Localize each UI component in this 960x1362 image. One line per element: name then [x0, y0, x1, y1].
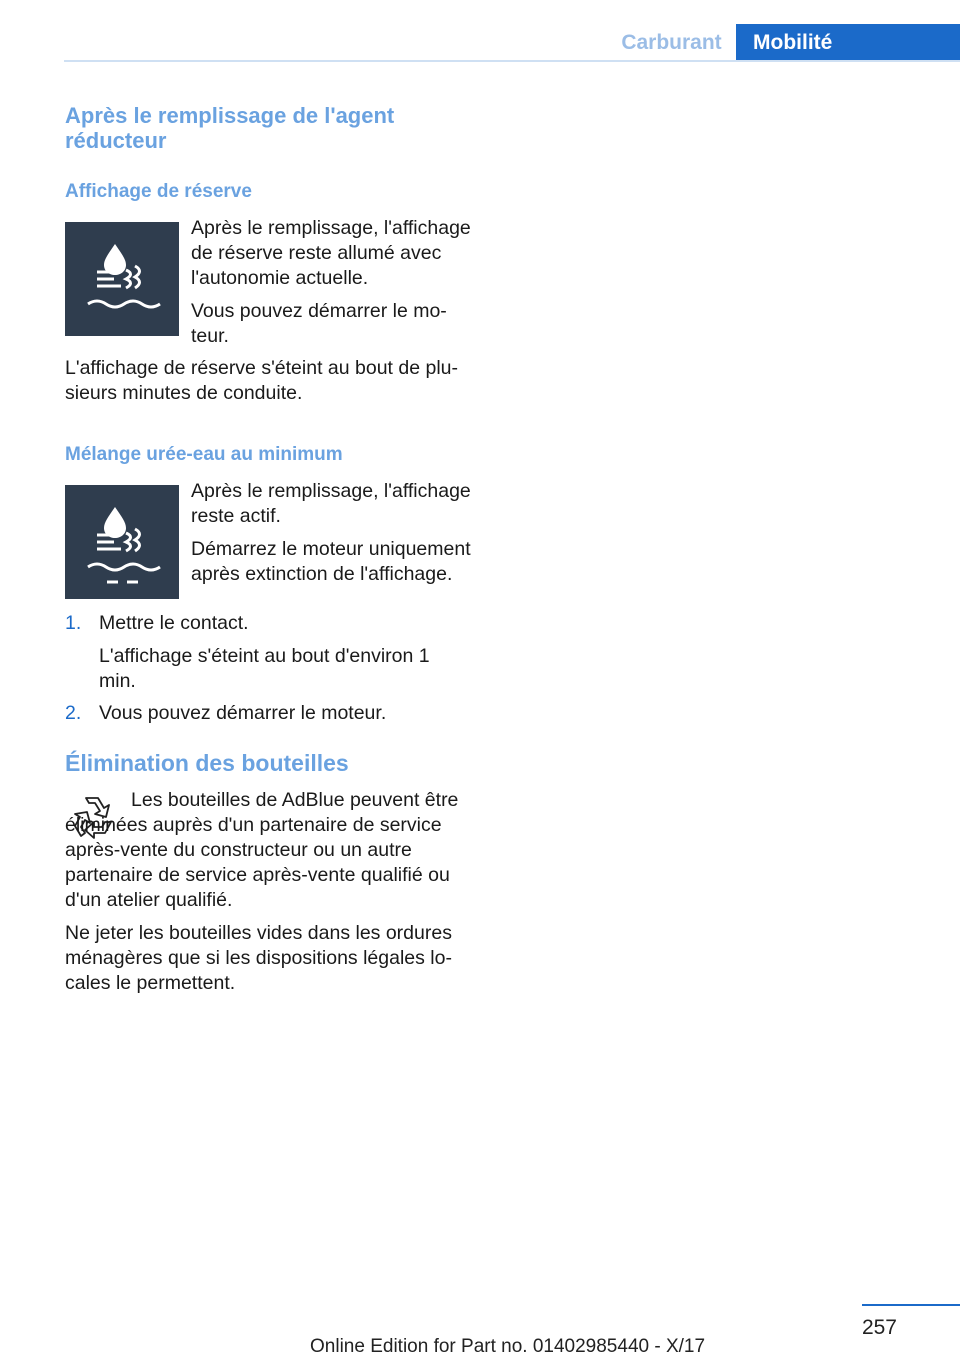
- reserve-para-3: L'affichage de réserve s'éteint au bout de plu‐ sieurs minutes de conduite.: [65, 357, 459, 404]
- section-title-after-refill: Après le remplissage de l'agent réducteur: [65, 103, 395, 153]
- edition-footer: Online Edition for Part no. 01402985440 - X/17: [310, 1336, 706, 1357]
- disposal-para-1: Les bouteilles de AdBlue peuvent être éliminées auprès d'un partenaire de service après-vente du constructeur ou un autre partenaire de service après-vente qualifié ou d'un atelier qualifié.: [65, 789, 459, 911]
- step-number: 1.: [65, 612, 82, 634]
- footer-divider: [862, 1304, 960, 1306]
- reserve-para-1: Après le remplissage, l'affichage de réserve reste allumé avec l'autonomie actuelle.: [191, 217, 471, 289]
- header-divider: [64, 60, 960, 62]
- tab-mobilite[interactable]: Mobilité: [736, 24, 960, 62]
- minimum-para-2: Démarrez le moteur uniquement après extinction de l'affichage.: [191, 538, 471, 585]
- step-number: 2.: [65, 702, 82, 724]
- heading-minimum-mix: Mélange urée-eau au minimum: [65, 444, 343, 465]
- step-subtext: L'affichage s'éteint au bout d'environ 1 min.: [99, 645, 430, 692]
- minimum-para-1: Après le remplissage, l'affichage reste actif.: [191, 480, 471, 527]
- tab-carburant[interactable]: Carburant: [621, 31, 722, 54]
- step-text: Vous pouvez démarrer le moteur.: [99, 702, 387, 724]
- heading-reserve-display: Affichage de réserve: [65, 181, 252, 202]
- adblue-reserve-icon: [65, 222, 179, 336]
- step-text: Mettre le contact.: [99, 612, 249, 634]
- page-number: 257: [861, 1316, 897, 1339]
- reserve-para-2: Vous pouvez démarrer le mo‐ teur.: [191, 300, 447, 347]
- section-title-bottle-disposal: Élimination des bouteilles: [65, 750, 349, 776]
- adblue-minimum-icon: [65, 485, 179, 599]
- disposal-para-2: Ne jeter les bouteilles vides dans les ordures ménagères que si les dispositions légales lo‐ cales le permettent.: [65, 922, 452, 994]
